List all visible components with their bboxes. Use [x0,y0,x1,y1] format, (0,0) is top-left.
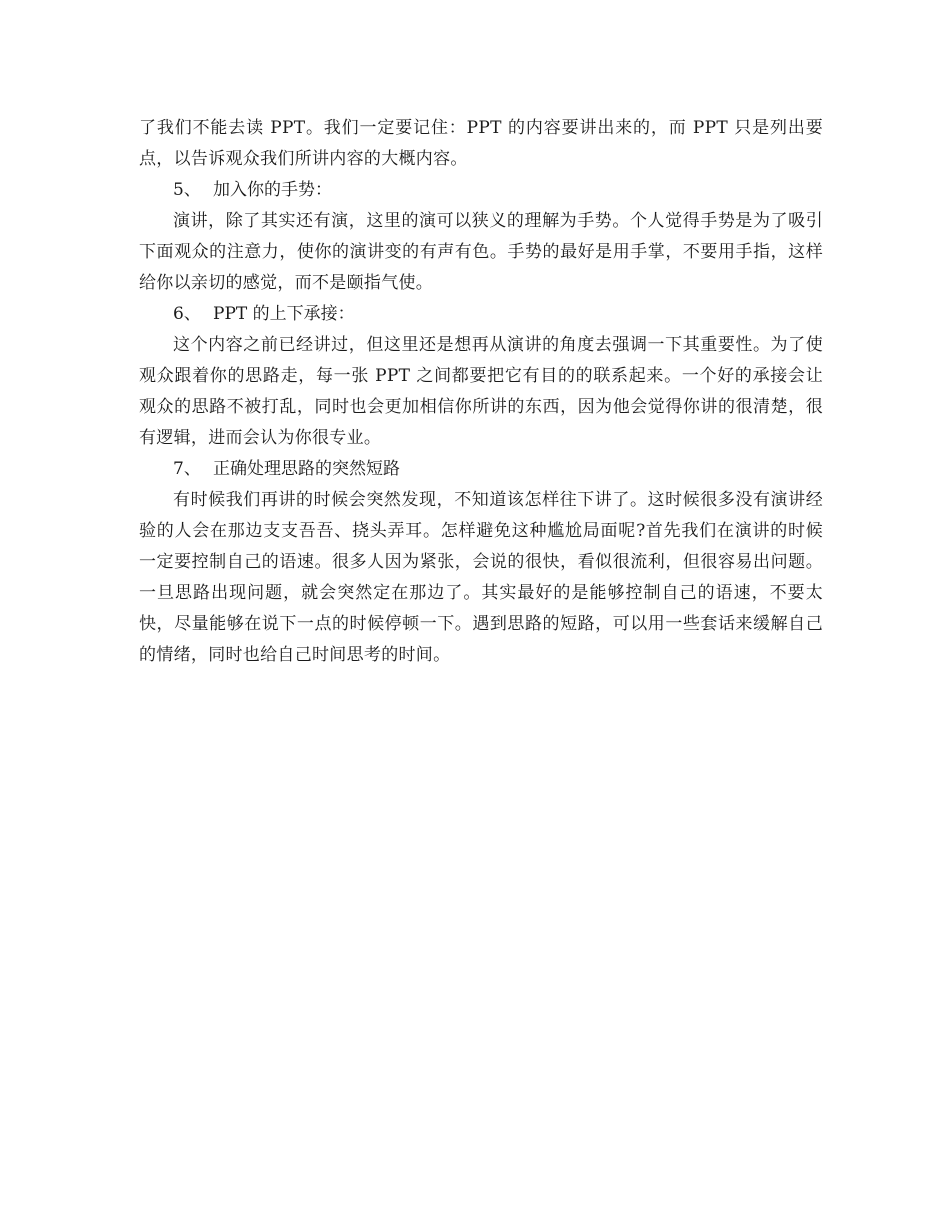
section-heading-6 [139,299,823,330]
paragraph-mind-blank: 有时候我们再讲的时候会突然发现，不知道该怎样往下讲了。这时候很多没有演讲经验的人会在那边支支吾吾、挠头弄耳。怎样避免这种尴尬局面呢?首先我们在演讲的时候一定要控制自己的语速。很多人因为紧张，会说的很快，看似很流利，但很容易出问题。一旦思路出现问题，就会突然定在那边了。其实最好的是能够控制自己的语速，不要太快，尽量能够在说下一点的时候停顿一下。遇到思路的短路，可以用一些套话来缓解自己的情绪，同时也给自己时间思考的时间。 [139,490,823,665]
section-title: PPT 的上下承接： [213,304,355,324]
section-heading-5 [139,175,823,206]
section-number: 6、 [173,304,201,324]
section-heading-7 [139,454,823,485]
document-body [139,113,823,671]
section-title: 正确处理思路的突然短路 [213,459,400,479]
paragraph-transitions: 这个内容之前已经讲过，但这里还是想再从演讲的角度去强调一下其重要性。为了使观众跟着你的思路走，每一张 PPT 之间都要把它有目的的联系起来。一个好的承接会让观众的思路不被打乱，同时也会更加相信你所讲的东西，因为他会觉得你讲的很清楚，很有逻辑，进而会认为你很专业。 [139,335,823,448]
paragraph-gestures: 演讲，除了其实还有演，这里的演可以狭义的理解为手势。个人觉得手势是为了吸引下面观众的注意力，使你的演讲变的有声有色。手势的最好是用手掌，不要用手指，这样给你以亲切的感觉，而不是颐指气使。 [139,211,823,293]
section-number: 7、 [173,459,201,479]
paragraph-continuation: 了我们不能去读 PPT。我们一定要记住：PPT 的内容要讲出来的，而 PPT 只是列出要点，以告诉观众我们所讲内容的大概内容。 [139,118,823,169]
section-title: 加入你的手势： [213,180,332,200]
section-number: 5、 [173,180,201,200]
